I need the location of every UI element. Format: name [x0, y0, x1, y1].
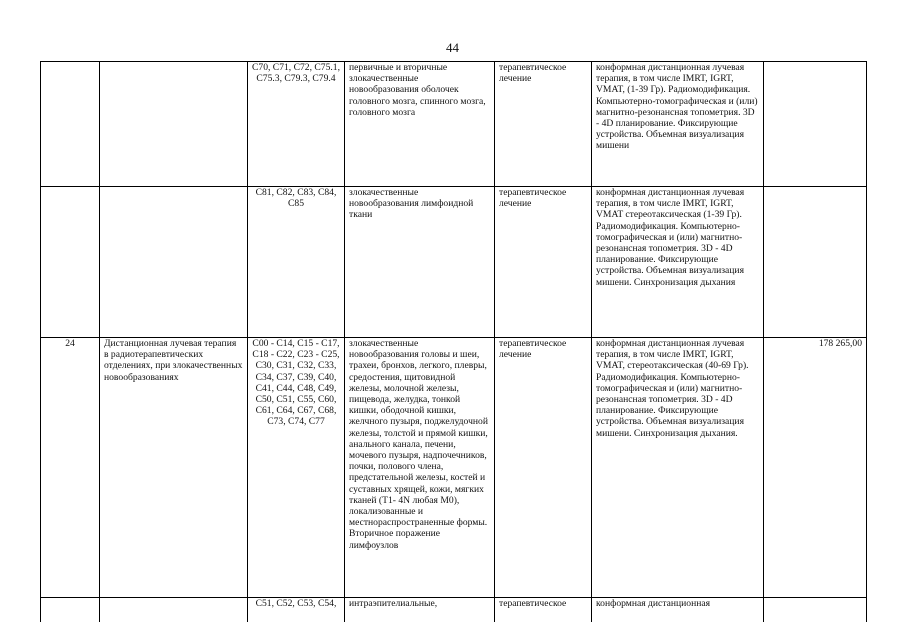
procedure-name-cell: Дистанционная лучевая терапия в радиотерапевтических отделениях, при злокачественных новообразованиях [100, 338, 248, 598]
page-number: 44 [446, 40, 459, 55]
icd-codes-cell: C70, C71, C72, C75.1, C75.3, C79.3, C79.4 [248, 62, 345, 187]
diagnosis-cell: злокачественные новообразования лимфоидной ткани [345, 187, 495, 338]
table-row [41, 187, 867, 338]
table-row [41, 338, 867, 598]
procedure-name-cell [100, 598, 248, 623]
treatment-type-cell: терапевтическое лечение [495, 62, 592, 187]
row-number-cell [41, 62, 100, 187]
treatment-method-cell: конформная дистанционная лучевая терапия, в том числе IMRT, IGRT, VMAT, (1-39 Гр). Радиомодификация. Компьютерно-томографическая и (или) магнитно-резонансная топометрия. 3D - 4D планирование. Фиксирующие устройства. Объемная визуализация мишени [592, 62, 764, 187]
diagnosis-cell: первичные и вторичные злокачественные новообразования оболочек головного мозга, спинного мозга, головного мозга [345, 62, 495, 187]
cost-norm-cell: 178 265,00 [764, 338, 867, 598]
table-row [41, 598, 867, 623]
treatment-method-cell: конформная дистанционная лучевая терапия, в том числе IMRT, IGRT, VMAT, стереотаксическая (40-69 Гр). Радиомодификация. Компьютерно-томографическая и (или) магнитно-резонансная топометрия. 3D - 4D планирование. Фиксирующие устройства. Объемная визуализация мишени. Синхронизация дыхания. [592, 338, 764, 598]
treatment-method-cell: конформная дистанционная [592, 598, 764, 623]
diagnosis-cell: интраэпителиальные, [345, 598, 495, 623]
icd-codes-cell: C00 - C14, C15 - C17, C18 - C22, C23 - C25, C30, C31, C32, C33, C34, C37, C39, C40, C41, C44, C48, C49, C50, C51, C55, C60, C61, C64, C67, C68, C73, C74, C77 [248, 338, 345, 598]
treatment-type-cell: терапевтическое лечение [495, 187, 592, 338]
row-number-cell: 24 [41, 338, 100, 598]
cost-norm-cell [764, 187, 867, 338]
row-number-cell [41, 187, 100, 338]
treatment-method-cell: конформная дистанционная лучевая терапия, в том числе IMRT, IGRT, VMAT стереотаксическая (1-39 Гр). Радиомодификация. Компьютерно-томографическая и (или) магнитно-резонансная топометрия. 3D - 4D планирование. Фиксирующие устройства. Объемная визуализация мишени. Синхронизация дыхания [592, 187, 764, 338]
procedure-name-cell [100, 187, 248, 338]
icd-codes-cell: C81, C82, C83, C84, C85 [248, 187, 345, 338]
procedure-table [40, 61, 867, 622]
cost-norm-cell [764, 62, 867, 187]
row-number-cell [41, 598, 100, 623]
procedure-name-cell [100, 62, 248, 187]
icd-codes-cell: C51, C52, C53, C54, [248, 598, 345, 623]
cost-norm-cell [764, 598, 867, 623]
table-row [41, 62, 867, 187]
treatment-type-cell: терапевтическое лечение [495, 338, 592, 598]
treatment-type-cell: терапевтическое [495, 598, 592, 623]
diagnosis-cell: злокачественные новообразования головы и шеи, трахеи, бронхов, легкого, плевры, средостения, щитовидной железы, молочной железы, пищевода, желудка, тонкой кишки, ободочной кишки, желчного пузыря, поджелудочной железы, толстой и прямой кишки, анального канала, печени, мочевого пузыря, надпочечников, почки, полового члена, предстательной железы, костей и суставных хрящей, кожи, мягких тканей (T1- 4N любая M0), локализованные и местнораспространенные формы. Вторичное поражение лимфоузлов [345, 338, 495, 598]
